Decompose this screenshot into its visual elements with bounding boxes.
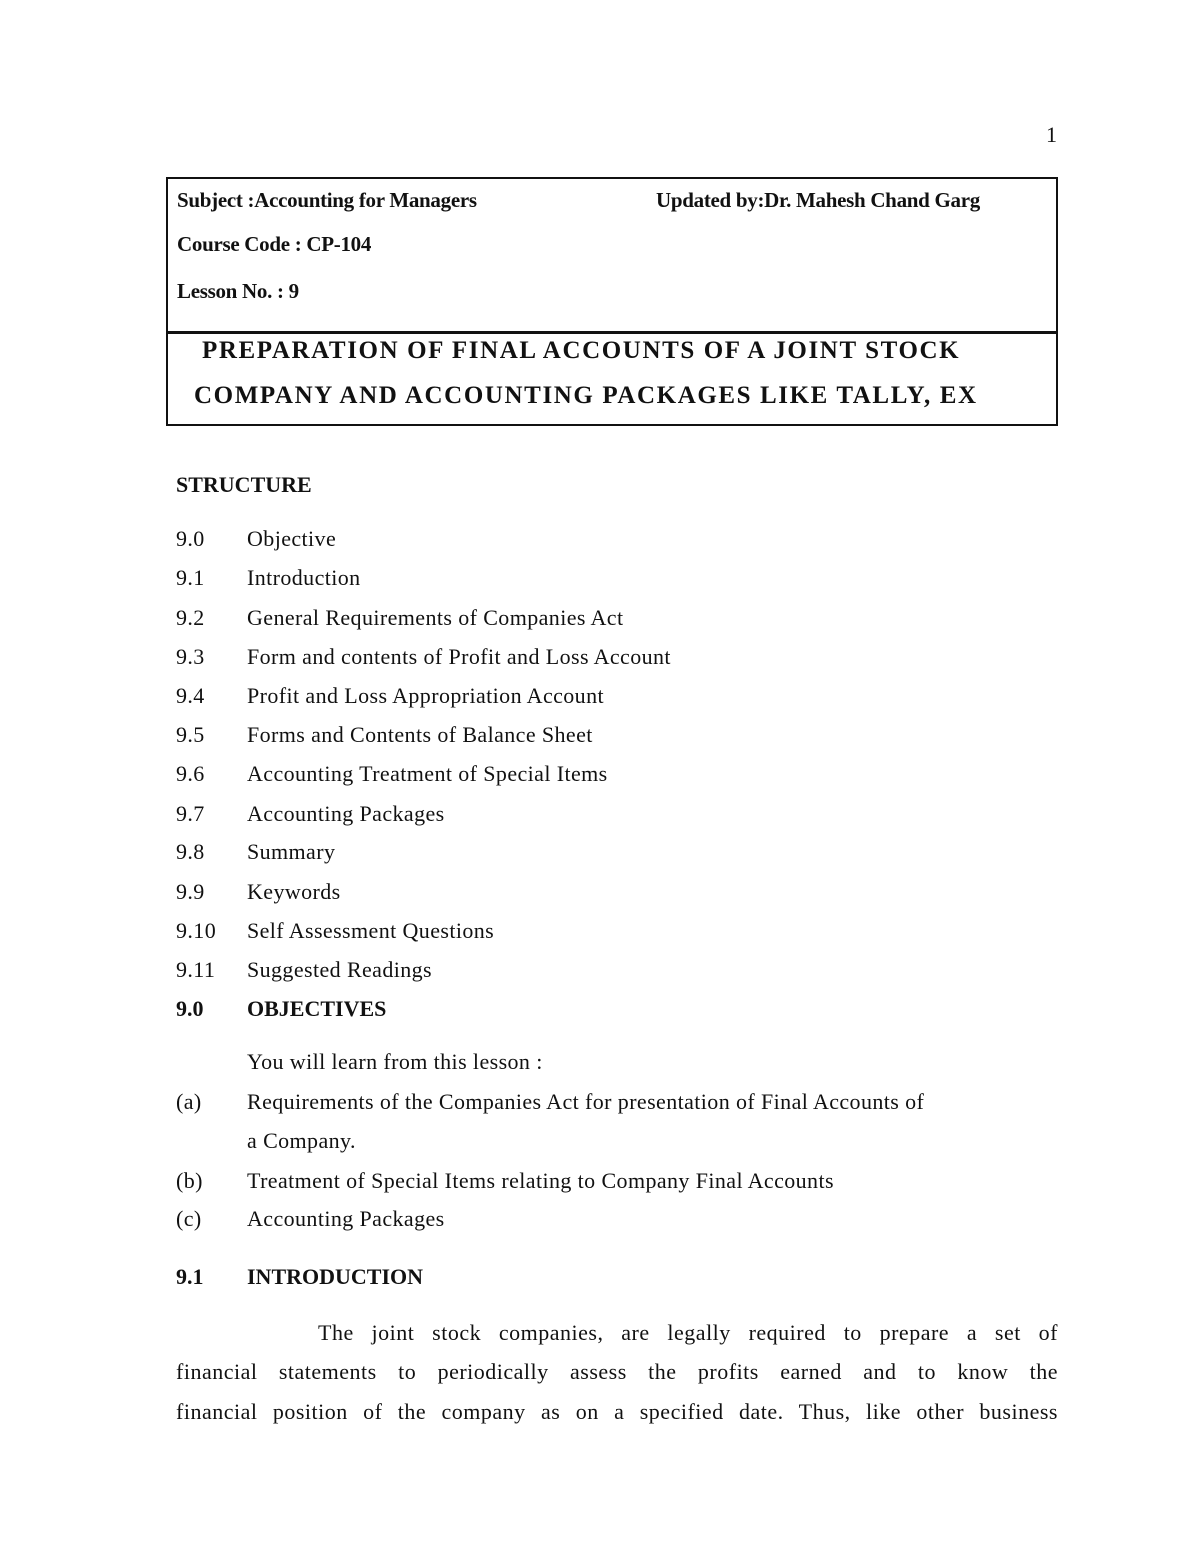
- header-divider: [168, 331, 1056, 334]
- objective-text-continued: a Company.: [247, 1128, 356, 1153]
- paragraph-line: financial statements to periodically assess the profits earned and to know the: [176, 1359, 1058, 1384]
- structure-item-number: 9.9: [176, 879, 205, 904]
- objective-marker: (c): [176, 1206, 202, 1231]
- objective-marker: (a): [176, 1089, 202, 1114]
- lesson-title-line-1: PREPARATION OF FINAL ACCOUNTS OF A JOINT STOCK: [202, 337, 961, 364]
- structure-heading: STRUCTURE: [176, 472, 312, 497]
- structure-item-number: 9.10: [176, 918, 217, 943]
- subject-label: Subject :Accounting for Managers: [177, 188, 477, 212]
- structure-item-number: 9.0: [176, 526, 205, 551]
- structure-item-number: 9.2: [176, 605, 205, 630]
- structure-item-number: 9.5: [176, 722, 205, 747]
- structure-item-label: General Requirements of Companies Act: [247, 605, 624, 630]
- structure-item-label: Summary: [247, 839, 336, 864]
- structure-item-label: Forms and Contents of Balance Sheet: [247, 722, 593, 747]
- structure-item-number: 9.3: [176, 644, 205, 669]
- structure-item-label: Suggested Readings: [247, 957, 433, 982]
- structure-item-number: 9.11: [176, 957, 216, 982]
- objectives-intro: You will learn from this lesson :: [247, 1049, 543, 1074]
- paragraph-line: financial position of the company as on a specified date. Thus, like other business: [176, 1399, 1058, 1424]
- structure-item-number: 9.6: [176, 761, 205, 786]
- structure-item-label: Keywords: [247, 879, 341, 904]
- updated-by-label: Updated by:Dr. Mahesh Chand Garg: [656, 188, 980, 212]
- objective-text: Accounting Packages: [247, 1206, 445, 1231]
- objectives-number: 9.0: [176, 996, 204, 1021]
- objectives-heading: OBJECTIVES: [247, 996, 387, 1021]
- structure-item-number: 9.4: [176, 683, 205, 708]
- objective-marker: (b): [176, 1168, 203, 1193]
- introduction-number: 9.1: [176, 1264, 204, 1289]
- structure-item-number: 9.8: [176, 839, 205, 864]
- course-code-label: Course Code : CP-104: [177, 232, 372, 256]
- structure-item-number: 9.7: [176, 801, 205, 826]
- structure-item-label: Self Assessment Questions: [247, 918, 495, 943]
- structure-item-number: 9.1: [176, 565, 205, 590]
- lesson-title-line-2: COMPANY AND ACCOUNTING PACKAGES LIKE TALLY, EX: [194, 382, 978, 409]
- objective-text: Requirements of the Companies Act for presentation of Final Accounts of: [247, 1089, 925, 1114]
- objective-text: Treatment of Special Items relating to Company Final Accounts: [247, 1168, 834, 1193]
- structure-item-label: Accounting Packages: [247, 801, 445, 826]
- structure-item-label: Form and contents of Profit and Loss Account: [247, 644, 671, 669]
- introduction-heading: INTRODUCTION: [247, 1264, 424, 1289]
- page-number: 1: [1046, 122, 1057, 147]
- paragraph-line: The joint stock companies, are legally required to prepare a set of: [318, 1320, 1058, 1345]
- structure-item-label: Accounting Treatment of Special Items: [247, 761, 608, 786]
- structure-item-label: Introduction: [247, 565, 361, 590]
- structure-item-label: Objective: [247, 526, 337, 551]
- structure-item-label: Profit and Loss Appropriation Account: [247, 683, 604, 708]
- lesson-number-label: Lesson No. : 9: [177, 279, 299, 303]
